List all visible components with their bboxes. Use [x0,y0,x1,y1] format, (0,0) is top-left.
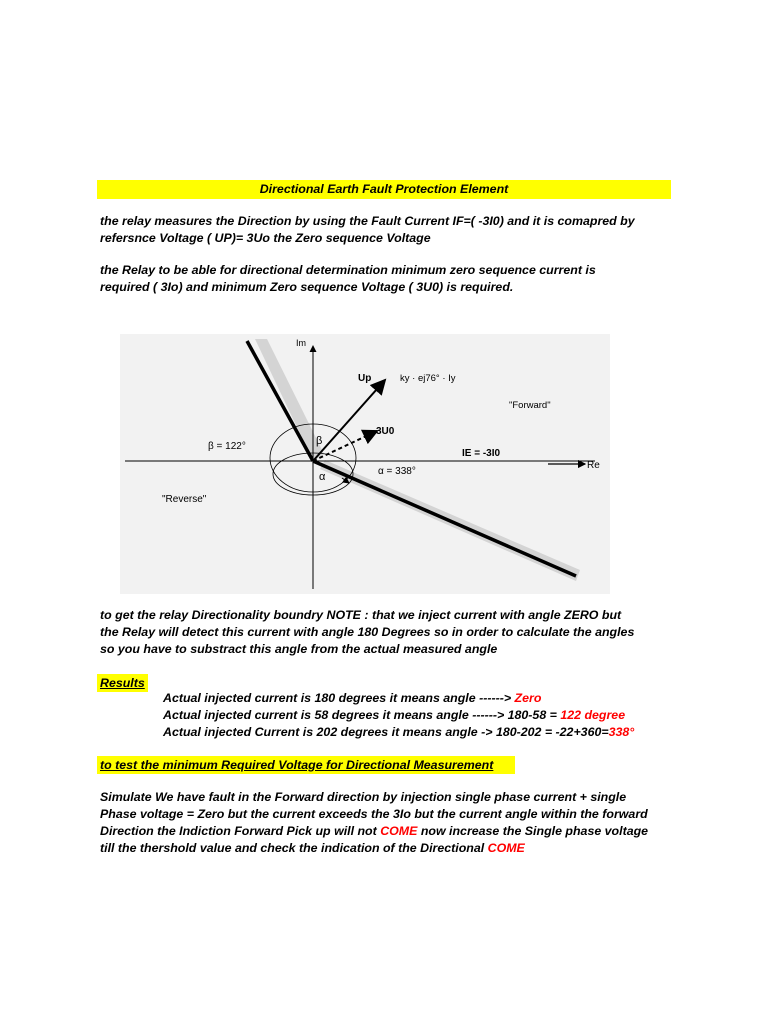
line-text: Direction the Indiction Forward Pick up will not [100,824,381,838]
paragraph-simulation [100,789,648,857]
come-highlight: COME [487,841,525,855]
paragraph-line: the Relay to be able for directional determination minimum zero sequence current is [100,263,596,277]
results-heading: Results [100,676,145,690]
paragraph-line: Simulate We have fault in the Forward direction by injection single phase current + single [100,790,627,804]
beta-angle-label: β = 122° [208,441,246,452]
up-label: Up [358,373,372,384]
paragraph-line [100,840,648,857]
line-text: now increase the Single phase voltage [417,824,649,838]
paragraph-minimum-requirements [100,262,596,296]
paragraph-line: required ( 3Io) and minimum Zero sequence Voltage ( 3U0) is required. [100,280,514,294]
result-value: 122 degree [560,708,626,722]
test-heading: to test the minimum Required Voltage for Directional Measurement [100,758,494,772]
reverse-label: "Reverse" [162,494,207,505]
paragraph-directionality-note [100,607,634,658]
page-title: Directional Earth Fault Protection Element [259,182,509,196]
beta-symbol: β [316,435,323,447]
ie-label: IE = -3I0 [462,448,501,459]
alpha-angle-label: α = 338° [378,466,416,477]
result-line [163,707,625,724]
paragraph-line: Phase voltage = Zero but the current exceeds the 3Io but the current angle within the forward [100,807,648,821]
come-highlight: COME [380,824,418,838]
result-line [163,724,634,741]
forward-label: "Forward" [509,400,551,411]
alpha-symbol: α [319,471,326,483]
paragraph-line: the relay measures the Direction by using the Fault Current IF=( -3I0) and it is comapred by [100,214,635,228]
paragraph-line: the Relay will detect this current with angle 180 Degrees so in order to calculate the angles [100,625,635,639]
result-text: Actual injected current is 180 degrees it means angle ------> [163,691,515,705]
up-formula-label: ky · ej76° · Iy [400,373,456,384]
im-label: Im [296,338,306,348]
paragraph-relay-measures [100,213,635,247]
line-text: till the thershold value and check the indication of the Directional [100,841,488,855]
paragraph-line: to get the relay Directionality boundry NOTE : that we inject current with angle ZERO but [100,608,622,622]
u0-label: 3U0 [376,426,395,437]
directional-phasor-diagram [120,334,610,594]
paragraph-line [100,823,648,840]
paragraph-line: refersnce Voltage ( UP)= 3Uo the Zero sequence Voltage [100,231,431,245]
paragraph-line: so you have to substract this angle from the actual measured angle [100,642,498,656]
result-line [163,690,541,707]
result-text: Actual injected current is 58 degrees it means angle ------> 180-58 = [163,708,561,722]
result-value: 338° [608,725,635,739]
result-text: Actual injected Current is 202 degrees it means angle -> 180-202 = -22+360= [163,725,609,739]
re-label: Re [587,460,600,471]
result-value: Zero [514,691,542,705]
